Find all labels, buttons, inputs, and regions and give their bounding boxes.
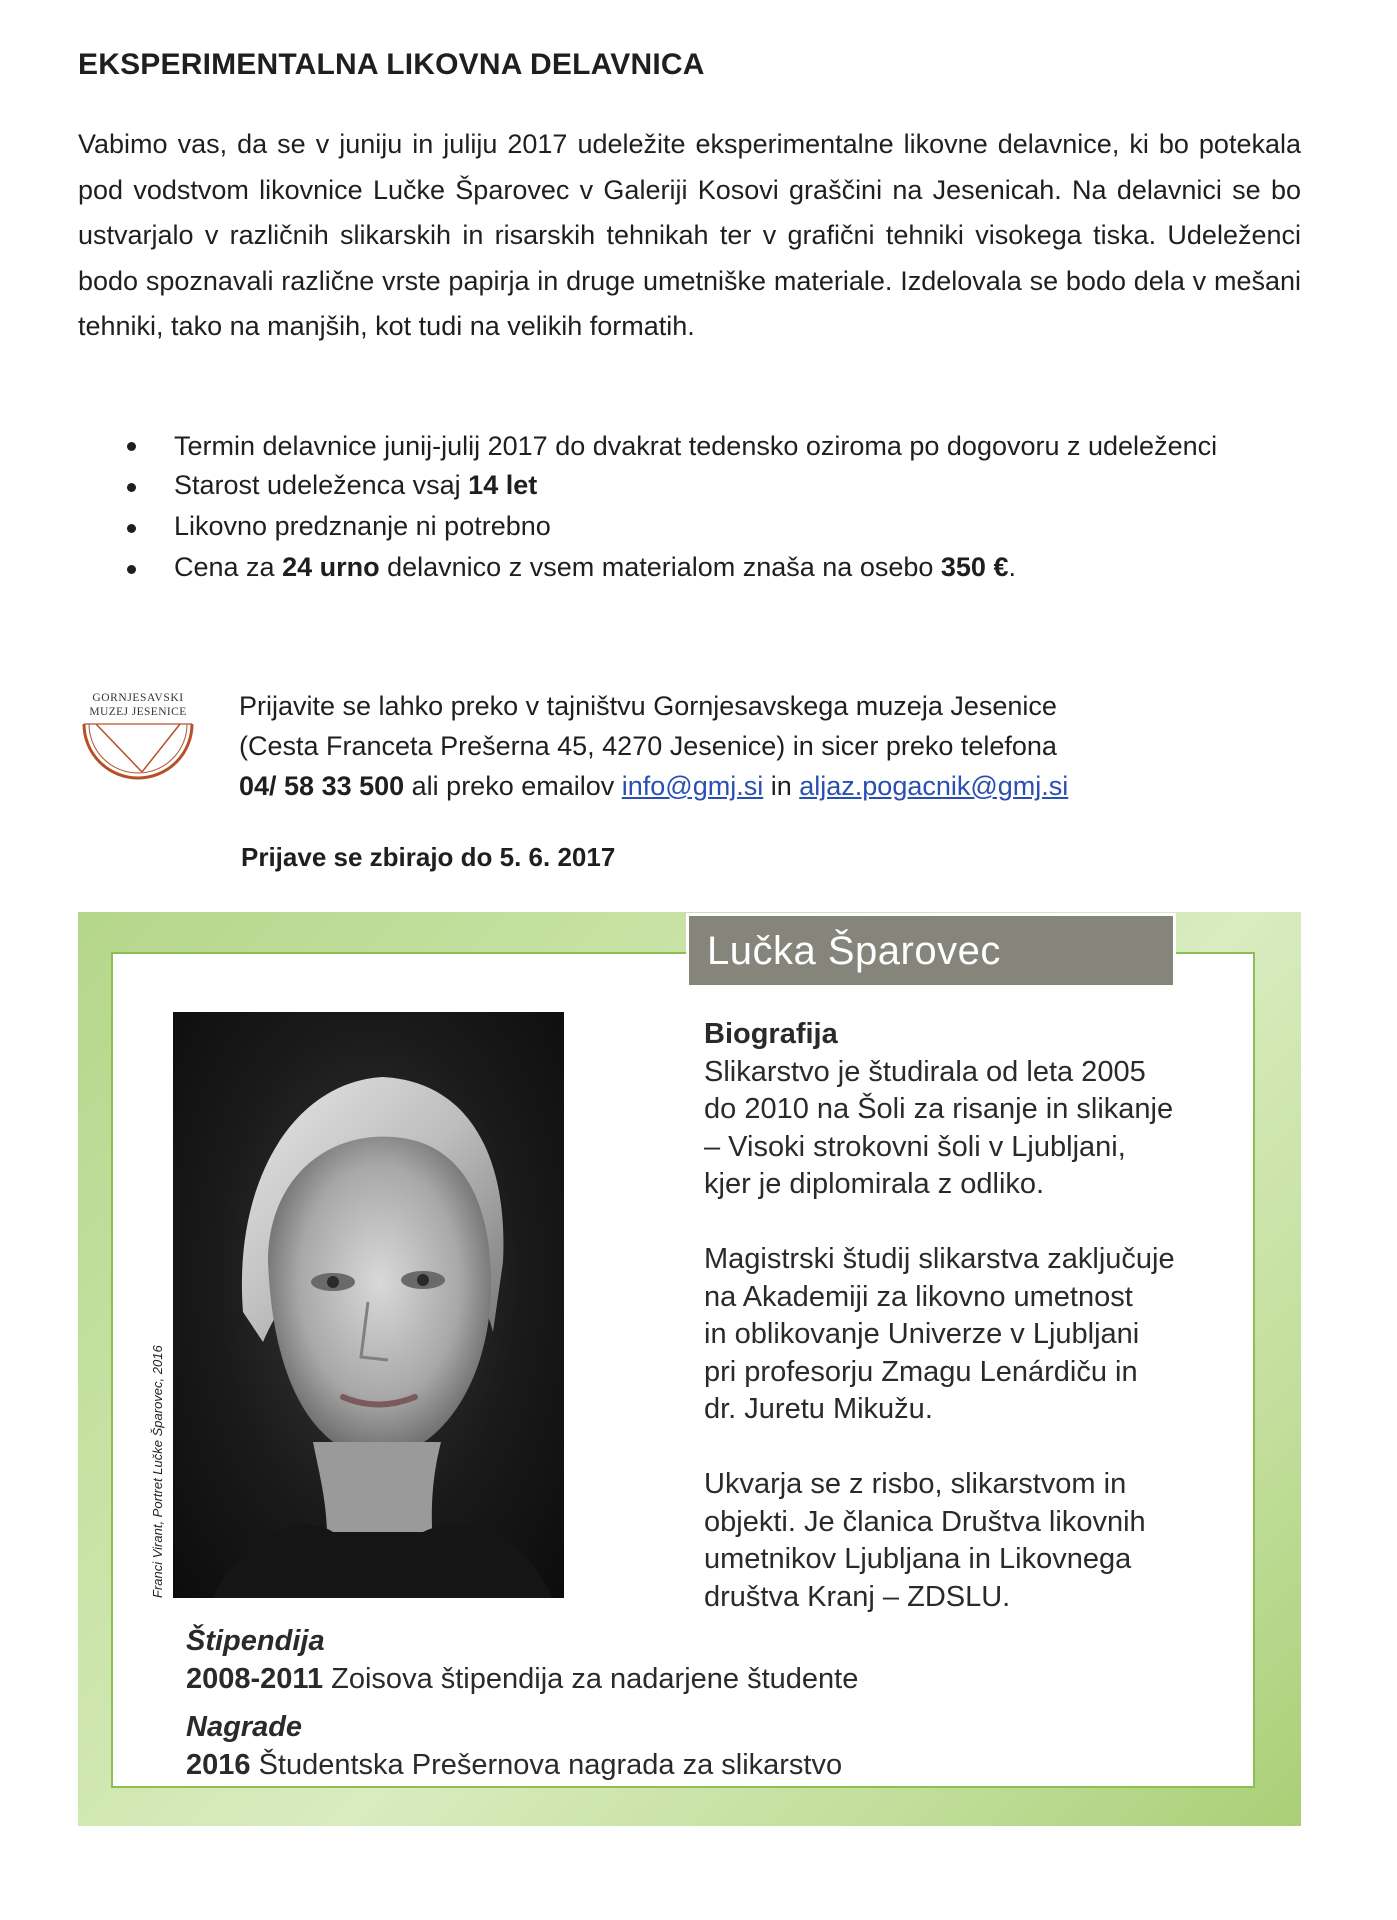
email-link-info[interactable]: info@gmj.si — [621, 771, 764, 801]
email-link-aljaz[interactable]: aljaz.pogacnik@gmj.si — [799, 771, 1069, 801]
artist-name-banner — [686, 913, 1176, 988]
page-title: EKSPERIMENTALNA LIKOVNA DELAVNICA — [78, 48, 705, 81]
scholarships-and-awards — [186, 1622, 1186, 1794]
registration-deadline: Prijave se zbirajo do 5. 6. 2017 — [241, 842, 616, 872]
museum-logo — [76, 690, 200, 800]
bullet-icon — [127, 483, 136, 492]
artist-name: Lučka Šparovec — [707, 929, 1001, 973]
details-list — [78, 424, 1301, 588]
awards-heading: Nagrade — [186, 1711, 303, 1743]
bullet-icon — [127, 524, 136, 533]
biography: Biografija Slikarstvo je študirala od leta 2005 do 2010 na Šoli za risanje in slikanje – Visoki strokovni šoli v Ljubljani, kjer je diplomirala z odliko. Magistrski študij slikarstva zaključuje na Akademiji za likovno umetnost in oblikovanje Univerze v Ljubljani pri profesorju Zmagu Lenárdiču in dr. Juretu Mikužu. Ukvarja se z risbo, slikarstvom in objekti. Je članica Društva likovnih umetnikov Ljubljana in Likovnega društva Kranj – ZDSLU. — [704, 1016, 1244, 1616]
artist-portrait — [173, 1012, 564, 1598]
biography-heading: Biografija — [704, 1018, 838, 1050]
scholarship-section: Štipendija 2008-2011 Zoisova štipendija za nadarjene študente — [186, 1622, 1186, 1698]
list-item: Termin delavnice junij-julij 2017 do dvakrat tedensko oziroma po dogovoru z udeleženci — [78, 424, 1301, 468]
list-item: Cena za 24 urno delavnico z vsem materialom znaša na osebo 350 €. — [78, 547, 1301, 588]
contact-info: Prijavite se lahko preko v tajništvu Gornjesavskega muzeja Jesenice (Cesta Franceta Prešerna 45, 4270 Jesenice) in sicer preko telefona 04/ 58 33 500 ali preko emailov info@gmj.si in aljaz.pogacnik@gmj.si — [239, 691, 1069, 801]
awards-section: Nagrade 2016 Študentska Prešernova nagrada za slikarstvo — [186, 1708, 1186, 1784]
bullet-icon — [127, 565, 136, 574]
list-item: Starost udeleženca vsaj 14 let — [78, 465, 1301, 506]
photo-credit: Franci Virant, Portret Lučke Šparovec, 2016 — [150, 1345, 165, 1598]
intro-paragraph: Vabimo vas, da se v juniju in juliju 2017 udeležite eksperimentalne likovne delavnice, ki bo potekala pod vodstvom likovnice Lučke Šparovec v Galeriji Kosovi graščini na Jesenicah. Na delavnici se bo ustvarjalo v različnih slikarskih in risarskih tehnikah ter v grafični tehniki visokega tiska. Udeleženci bodo spoznavali različne vrste papirja in druge umetniške materiale. Izdelovala se bodo dela v mešani tehniki, tako na manjših, kot tudi na velikih formatih. — [78, 129, 1301, 341]
svg-text:GORNJESAVSKI: GORNJESAVSKI — [92, 692, 184, 704]
list-item: Likovno predznanje ni potrebno — [78, 506, 1301, 547]
phone-number: 04/ 58 33 500 — [239, 771, 405, 801]
svg-text:MUZEJ JESENICE: MUZEJ JESENICE — [89, 706, 187, 718]
scholarship-heading: Štipendija — [186, 1625, 325, 1657]
bullet-icon — [127, 442, 136, 451]
portrait-image — [173, 1012, 564, 1598]
